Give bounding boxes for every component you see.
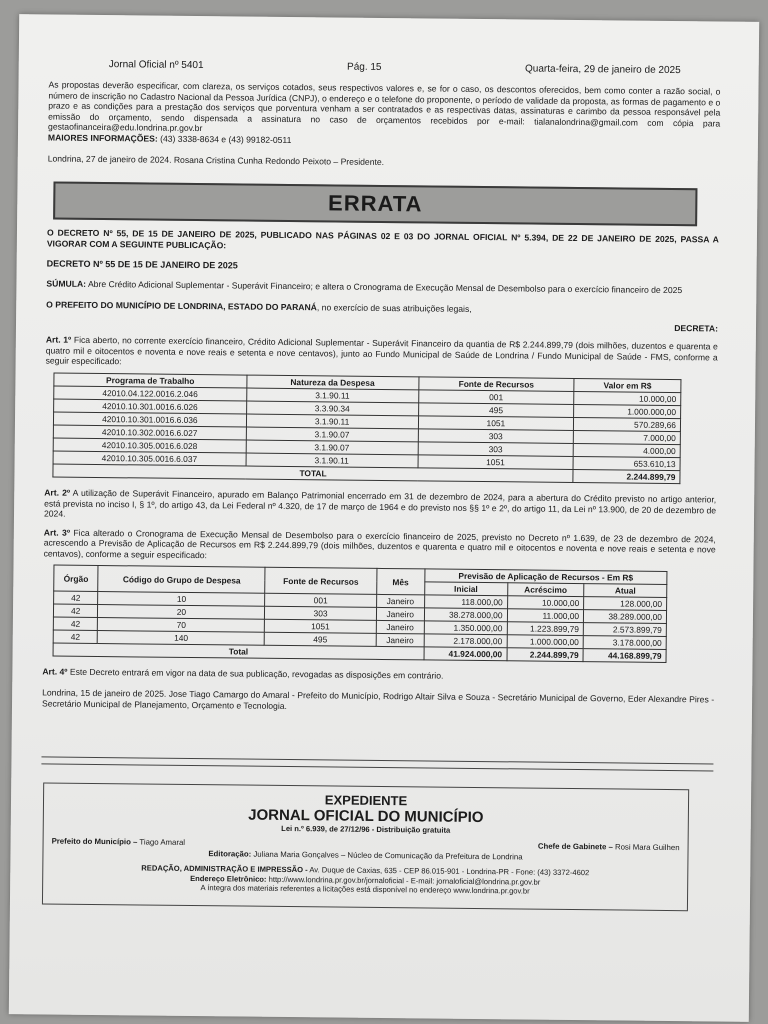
total-value: 2.244.899,79 xyxy=(573,469,680,483)
cell: 42010.10.301.0016.6.036 xyxy=(53,412,246,427)
editoracao-label: Editoração: xyxy=(208,849,252,859)
col-fonte: Fonte de Recursos xyxy=(418,377,574,392)
prefeito-credit xyxy=(52,837,186,847)
publication-date: Quarta-feira, 29 de janeiro de 2025 xyxy=(524,63,681,77)
cell: 42 xyxy=(53,631,98,644)
cell: 118.000,00 xyxy=(424,595,507,609)
art3-label: Art. 3º xyxy=(43,527,71,538)
cell: 3.1.90.07 xyxy=(246,427,418,442)
cell: 70 xyxy=(98,618,265,633)
art2-label: Art. 2º xyxy=(44,487,71,498)
cell: 495 xyxy=(265,633,376,647)
cell: 42010.10.301.0016.6.026 xyxy=(54,399,247,414)
cell: Janeiro xyxy=(376,608,424,622)
errata-title: ERRATA xyxy=(53,182,697,227)
cell: 42010.10.305.0016.6.028 xyxy=(53,438,246,453)
cell: 4.000,00 xyxy=(573,443,680,457)
cell: 001 xyxy=(265,594,376,608)
chefe-credit xyxy=(538,842,680,852)
prefeito-line xyxy=(46,299,718,317)
chefe-name: Rosi Mara Guilhen xyxy=(614,842,680,853)
cell: 128.000,00 xyxy=(584,597,667,611)
cell: 303 xyxy=(418,442,574,457)
divider xyxy=(41,764,713,772)
errata-lead: O DECRETO Nº 55, DE 15 DE JANEIRO DE 2025, PUBLICADO NAS PÁGINAS 02 E 03 DO JORNAL OFICIAL Nº 5.394, DE 22 DE JANEIRO DE 2025, PASSA A VIGORAR COM A SEGUINTE PUBLICAÇÃO: xyxy=(46,227,719,251)
article-3 xyxy=(44,527,716,566)
cell: 495 xyxy=(418,403,574,418)
redacao-text: Av. Duque de Caxias, 635 - CEP 86.015-901 - Londrina-PR - Fone: (43) 3372-4602 xyxy=(309,865,590,878)
endereco-text: http://www.londrina.pr.gov.br/jornaloficial - E-mail: jornaloficial@londrina.pr.gov.br xyxy=(268,874,541,887)
cell: 1.000.000,00 xyxy=(574,404,681,418)
cell: 38.289.000,00 xyxy=(584,610,667,624)
more-info-phones: (43) 3338-8634 e (43) 99182-0511 xyxy=(160,133,292,145)
sumula-label: SÚMULA: xyxy=(46,278,87,290)
cell: 303 xyxy=(265,607,376,621)
cell: Janeiro xyxy=(376,595,424,609)
cell: 11.000,00 xyxy=(507,609,584,623)
cell: 1.350.000,00 xyxy=(424,621,507,635)
document-page xyxy=(9,14,759,1022)
cell: 140 xyxy=(98,631,265,646)
prefeito-label: Prefeito do Município – xyxy=(51,836,138,847)
expediente-box xyxy=(42,783,689,912)
article-4 xyxy=(42,667,714,685)
art4-text: Este Decreto entrará em vigor na data de sua publicação, revogadas as disposições em contrário. xyxy=(69,667,444,682)
prefeito-bold: O PREFEITO DO MUNICÍPIO DE LONDRINA, ESTADO DO PARANÁ xyxy=(46,299,317,313)
cell: 653.610,13 xyxy=(573,456,680,470)
credit-table xyxy=(52,372,681,484)
cell: 1051 xyxy=(418,455,574,470)
art1-label: Art. 1º xyxy=(45,334,72,345)
cell: 3.1.90.11 xyxy=(246,414,418,429)
sumula-text: Abre Crédito Adicional Suplementar - Superávit Financeiro; e altera o Cronograma de Execução Mensal de Desembolso para o exercício financeiro de 2025 xyxy=(87,279,683,296)
sumula xyxy=(46,279,718,297)
col-codigo: Código do Grupo de Despesa xyxy=(98,566,265,594)
expediente-title: EXPEDIENTE xyxy=(324,792,408,809)
cell: 1051 xyxy=(418,416,574,431)
cell: 570.289,66 xyxy=(574,417,681,431)
art1-text: Fica aberto, no corrente exercício financeiro, Crédito Adicional Suplementar - Superávit Financeiro da quantia de R$ 2.244.899,79 (dois milhões, duzentos e quarenta e quatro mil e oitocentos e noventa e nove reais e setenta e nove centavos), junto ao Fundo Municipal de Saúde de Londrina / Fundo Municipal de Saúde - FMS, conforme a seguir especificado: xyxy=(45,334,718,367)
cell: 42010.10.302.0016.6.027 xyxy=(53,425,246,440)
cell: 3.1.90.07 xyxy=(246,440,418,455)
article-1 xyxy=(46,335,718,374)
cell: 1.223.899,79 xyxy=(507,622,584,636)
cell: 10 xyxy=(98,592,265,607)
decreta: DECRETA: xyxy=(674,322,719,334)
cell: Janeiro xyxy=(376,621,424,635)
cell: 42 xyxy=(54,592,99,605)
redacao-label: REDAÇÃO, ADMINISTRAÇÃO E IMPRESSÃO - xyxy=(141,863,308,875)
total-atual: 44.168.899,79 xyxy=(583,649,666,663)
col-programa: Programa de Trabalho xyxy=(54,373,247,388)
decree-title: DECRETO Nº 55 DE 15 DE JANEIRO DE 2025 xyxy=(46,258,238,271)
expediente-law: Lei n.º 6.939, de 27/12/96 - Distribuição gratuita xyxy=(281,824,451,835)
integra-line: A íntegra dos materiais referentes a licitações está disponível no endereço www.londrina.pr.gov.br xyxy=(200,883,530,896)
col-valor: Valor em R$ xyxy=(574,378,681,392)
cell: 2.573.899,79 xyxy=(583,623,666,637)
cell: 3.1.90.11 xyxy=(246,453,418,468)
col-mes: Mês xyxy=(376,569,424,596)
cell: 20 xyxy=(98,605,265,620)
expediente-footer xyxy=(51,863,679,898)
cell: Janeiro xyxy=(376,634,424,648)
cell: 1051 xyxy=(265,620,376,634)
cell: 10.000,00 xyxy=(507,596,584,610)
chefe-label: Chefe de Gabinete – xyxy=(537,841,613,852)
cell: 1.000.000,00 xyxy=(507,635,584,649)
page-header xyxy=(49,58,721,76)
schedule-table xyxy=(53,565,668,663)
cell: 42 xyxy=(53,605,98,618)
schedule-header-row-1 xyxy=(54,566,667,585)
more-info-label: MAIORES INFORMAÇÕES: xyxy=(47,132,158,144)
cell: 3.3.90.34 xyxy=(246,401,418,416)
article-2 xyxy=(44,487,716,526)
total-label: TOTAL xyxy=(53,464,573,482)
cell: 3.1.90.11 xyxy=(246,388,418,403)
cell: 38.278.000,00 xyxy=(424,608,507,622)
cell: 001 xyxy=(418,390,574,405)
cell: 7.000,00 xyxy=(574,430,681,444)
prefeito-name: Tiago Amaral xyxy=(139,837,186,848)
intro-signature: Londrina, 27 de janeiro de 2024. Rosana Cristina Cunha Redondo Peixoto – Presidente. xyxy=(47,153,385,167)
page-content xyxy=(40,58,721,911)
journal-number: Jornal Oficial nº 5401 xyxy=(108,59,204,72)
page-number: Pág. 15 xyxy=(346,61,382,73)
art2-text: A utilização de Superávit Financeiro, apurado em Balanço Patrimonial encerrado em 31 de dezembro de 2024, para a abertura do Crédito previsto no artigo anterior, está prevista no inciso I, § 1º, do artigo 43, da Lei Federal nº 4.320, de 17 de março de 1964 e do previsto nos §§ 1º e 2º, do artigo 11, da Lei nº 13.900, de 20 de dezembro de 2024. xyxy=(43,487,717,519)
intro-paragraph: As propostas deverão especificar, com clareza, os serviços cotados, seus respectivos valores e, se for o caso, os descontos oferecidos, bem como conter a razão social, o número de inscrição no Cadastro Nacional da Pessoa Jurídica (CNPJ), o endereço e o telefone do proponente, o período de validade da proposta, as formas de pagamento e o prazo e as condições para a prestação dos serviços que porventura venham a ser contratados e as respectivas datas, assinaturas e carimbo da pessoa responsável pela emissão do orçamento, sendo dispensada a assinatura no caso de orçamentos recebidos por e-mail: tialanalondrina@gmail.com com cópia para gestaofinanceira@edu.londrina.pr.gov.br xyxy=(48,79,721,134)
col-fonte: Fonte de Recursos xyxy=(265,568,377,595)
cell: 42 xyxy=(53,618,98,631)
col-atual: Atual xyxy=(584,584,667,598)
closing-signatures: Londrina, 15 de janeiro de 2025. Jose Tiago Camargo do Amaral - Prefeito do Município, Rodrigo Altair Silva e Souza - Secretário Municipal de Governo, Eder Alexandre Pires - Secretário Municipal de Planejamento, Orçamento e Tecnologia. xyxy=(41,687,715,711)
cell: 3.178.000,00 xyxy=(583,636,666,650)
total-acrescimo: 2.244.899,79 xyxy=(507,648,584,662)
cell: 303 xyxy=(418,429,574,444)
cell: 10.000,00 xyxy=(574,391,681,405)
art3-text: Fica alterado o Cronograma de Execução Mensal de Desembolso para o exercício financeiro de 2025, previsto no Decreto nº 1.639, de 23 de dezembro de 2024, acrescendo a Previsão de Aplicação de Recursos em R$ 2.244.899,79 (dois milhões, duzentos e quarenta e quatro mil e oitocentos e noventa e nove reais e setenta e nove centavos), conforme a seguir especificado: xyxy=(43,527,716,561)
col-previsao: Previsão de Aplicação de Recursos - Em R$ xyxy=(425,569,667,585)
divider xyxy=(41,757,713,765)
total-inicial: 41.924.000,00 xyxy=(424,647,507,661)
expediente-subtitle: JORNAL OFICIAL DO MUNICÍPIO xyxy=(248,806,484,827)
cell: 2.178.000,00 xyxy=(424,634,507,648)
col-natureza: Natureza da Despesa xyxy=(246,375,418,390)
art4-label: Art. 4º xyxy=(42,666,68,678)
col-acrescimo: Acréscimo xyxy=(507,583,584,597)
col-orgao: Órgão xyxy=(54,566,99,592)
col-inicial: Inicial xyxy=(424,582,507,596)
prefeito-rest: , no exercício de suas atribuições legais, xyxy=(316,302,472,314)
cell: 42010.04.122.0016.2.046 xyxy=(54,386,247,401)
editoracao-text: Juliana Maria Gonçalves – Núcleo de Comunicação da Prefeitura de Londrina xyxy=(253,849,523,862)
cell: 42010.10.305.0016.6.037 xyxy=(53,451,246,466)
endereco-label: Endereço Eletrônico: xyxy=(190,873,267,884)
total-label: Total xyxy=(53,644,424,661)
